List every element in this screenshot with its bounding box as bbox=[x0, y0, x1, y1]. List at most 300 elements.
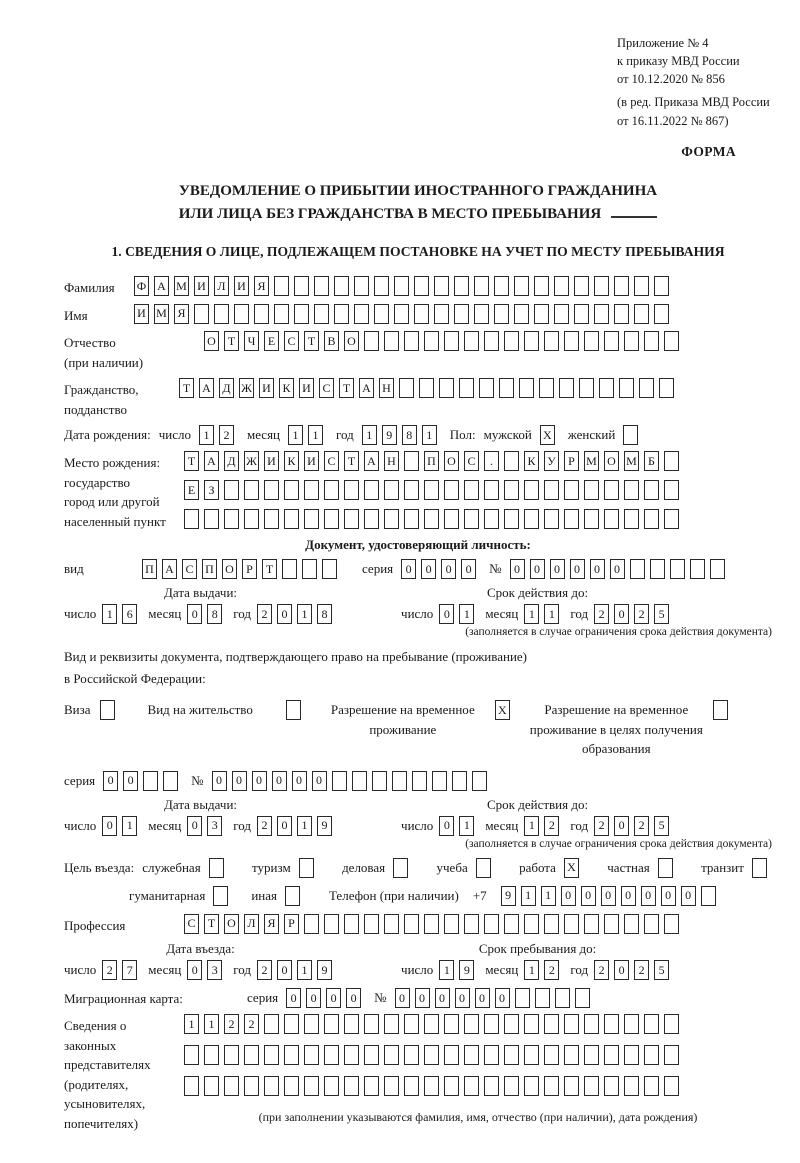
checkbox[interactable] bbox=[209, 858, 224, 878]
char-box[interactable] bbox=[274, 276, 289, 296]
char-box[interactable] bbox=[484, 509, 499, 529]
char-box[interactable]: У bbox=[544, 451, 559, 471]
char-box[interactable] bbox=[284, 509, 299, 529]
char-box[interactable] bbox=[344, 509, 359, 529]
char-box[interactable] bbox=[404, 331, 419, 351]
char-box[interactable]: 0 bbox=[346, 988, 361, 1008]
char-box[interactable] bbox=[274, 304, 289, 324]
char-box[interactable] bbox=[204, 1045, 219, 1065]
char-box[interactable]: 1 bbox=[308, 425, 323, 445]
char-box[interactable]: М bbox=[174, 276, 189, 296]
char-box[interactable] bbox=[494, 304, 509, 324]
char-box[interactable]: 2 bbox=[219, 425, 234, 445]
char-box[interactable] bbox=[424, 914, 439, 934]
char-box[interactable]: И bbox=[264, 451, 279, 471]
char-box[interactable] bbox=[584, 1045, 599, 1065]
char-box[interactable] bbox=[264, 1045, 279, 1065]
char-box[interactable] bbox=[194, 304, 209, 324]
char-box[interactable]: 0 bbox=[326, 988, 341, 1008]
char-box[interactable]: О bbox=[604, 451, 619, 471]
char-box[interactable] bbox=[304, 1045, 319, 1065]
checkbox[interactable] bbox=[285, 886, 300, 906]
char-box[interactable]: 0 bbox=[252, 771, 267, 791]
char-box[interactable]: 9 bbox=[382, 425, 397, 445]
char-box[interactable]: 0 bbox=[581, 886, 596, 906]
char-box[interactable]: Р bbox=[564, 451, 579, 471]
char-box[interactable] bbox=[564, 1076, 579, 1096]
char-box[interactable] bbox=[384, 480, 399, 500]
char-box[interactable] bbox=[574, 276, 589, 296]
char-box[interactable]: И bbox=[304, 451, 319, 471]
char-box[interactable] bbox=[664, 1076, 679, 1096]
char-box[interactable] bbox=[504, 451, 519, 471]
char-box[interactable]: С bbox=[324, 451, 339, 471]
char-box[interactable]: Л bbox=[214, 276, 229, 296]
checkbox[interactable] bbox=[299, 858, 314, 878]
char-box[interactable] bbox=[464, 331, 479, 351]
char-box[interactable]: А bbox=[154, 276, 169, 296]
char-box[interactable]: 0 bbox=[286, 988, 301, 1008]
char-box[interactable] bbox=[234, 304, 249, 324]
char-box[interactable] bbox=[372, 771, 387, 791]
char-box[interactable] bbox=[584, 1076, 599, 1096]
char-box[interactable] bbox=[584, 509, 599, 529]
char-box[interactable]: 0 bbox=[212, 771, 227, 791]
char-box[interactable]: 9 bbox=[501, 886, 516, 906]
char-box[interactable] bbox=[544, 1045, 559, 1065]
char-box[interactable] bbox=[690, 559, 705, 579]
char-box[interactable]: Т bbox=[339, 378, 354, 398]
char-box[interactable] bbox=[604, 914, 619, 934]
char-box[interactable]: 1 bbox=[541, 886, 556, 906]
char-box[interactable]: 0 bbox=[614, 816, 629, 836]
char-box[interactable]: Ф bbox=[134, 276, 149, 296]
char-box[interactable]: 0 bbox=[395, 988, 410, 1008]
char-box[interactable] bbox=[439, 378, 454, 398]
char-box[interactable]: 5 bbox=[654, 604, 669, 624]
char-box[interactable]: 0 bbox=[475, 988, 490, 1008]
char-box[interactable] bbox=[454, 276, 469, 296]
char-box[interactable] bbox=[384, 1014, 399, 1034]
char-box[interactable] bbox=[630, 559, 645, 579]
char-box[interactable] bbox=[534, 304, 549, 324]
char-box[interactable]: Т bbox=[344, 451, 359, 471]
char-box[interactable]: О bbox=[204, 331, 219, 351]
char-box[interactable]: 3 bbox=[207, 960, 222, 980]
char-box[interactable] bbox=[264, 480, 279, 500]
char-box[interactable] bbox=[644, 1014, 659, 1034]
char-box[interactable] bbox=[264, 1076, 279, 1096]
char-box[interactable] bbox=[544, 331, 559, 351]
char-box[interactable] bbox=[322, 559, 337, 579]
char-box[interactable] bbox=[384, 1045, 399, 1065]
char-box[interactable] bbox=[404, 1014, 419, 1034]
checkbox[interactable] bbox=[286, 700, 301, 720]
char-box[interactable] bbox=[344, 1076, 359, 1096]
char-box[interactable]: 0 bbox=[277, 960, 292, 980]
char-box[interactable]: В bbox=[324, 331, 339, 351]
char-box[interactable]: 1 bbox=[204, 1014, 219, 1034]
char-box[interactable] bbox=[644, 914, 659, 934]
char-box[interactable] bbox=[324, 1014, 339, 1034]
char-box[interactable]: П bbox=[202, 559, 217, 579]
char-box[interactable] bbox=[484, 1076, 499, 1096]
char-box[interactable]: 0 bbox=[601, 886, 616, 906]
char-box[interactable] bbox=[584, 331, 599, 351]
char-box[interactable] bbox=[701, 886, 716, 906]
char-box[interactable] bbox=[224, 480, 239, 500]
char-box[interactable] bbox=[554, 304, 569, 324]
char-box[interactable] bbox=[544, 480, 559, 500]
char-box[interactable]: 1 bbox=[297, 816, 312, 836]
char-box[interactable] bbox=[314, 276, 329, 296]
char-box[interactable]: 2 bbox=[594, 816, 609, 836]
char-box[interactable] bbox=[624, 1014, 639, 1034]
char-box[interactable] bbox=[554, 276, 569, 296]
char-box[interactable] bbox=[224, 1045, 239, 1065]
char-box[interactable] bbox=[664, 480, 679, 500]
char-box[interactable] bbox=[644, 1076, 659, 1096]
char-box[interactable] bbox=[364, 914, 379, 934]
char-box[interactable] bbox=[464, 1014, 479, 1034]
char-box[interactable] bbox=[344, 480, 359, 500]
checkbox[interactable] bbox=[713, 700, 728, 720]
char-box[interactable] bbox=[584, 480, 599, 500]
char-box[interactable] bbox=[294, 276, 309, 296]
char-box[interactable]: 6 bbox=[122, 604, 137, 624]
char-box[interactable] bbox=[444, 1014, 459, 1034]
char-box[interactable] bbox=[504, 480, 519, 500]
char-box[interactable] bbox=[614, 304, 629, 324]
char-box[interactable] bbox=[464, 480, 479, 500]
char-box[interactable] bbox=[184, 1045, 199, 1065]
char-box[interactable]: Я bbox=[264, 914, 279, 934]
char-box[interactable] bbox=[454, 304, 469, 324]
char-box[interactable]: С bbox=[319, 378, 334, 398]
char-box[interactable]: 0 bbox=[123, 771, 138, 791]
char-box[interactable] bbox=[654, 276, 669, 296]
char-box[interactable]: Ж bbox=[244, 451, 259, 471]
char-box[interactable] bbox=[604, 480, 619, 500]
char-box[interactable] bbox=[302, 559, 317, 579]
char-box[interactable] bbox=[619, 378, 634, 398]
char-box[interactable]: М bbox=[584, 451, 599, 471]
char-box[interactable]: 1 bbox=[297, 604, 312, 624]
char-box[interactable] bbox=[534, 276, 549, 296]
char-box[interactable] bbox=[404, 509, 419, 529]
char-box[interactable] bbox=[143, 771, 158, 791]
char-box[interactable]: С bbox=[182, 559, 197, 579]
char-box[interactable] bbox=[444, 1076, 459, 1096]
char-box[interactable] bbox=[664, 331, 679, 351]
char-box[interactable]: Б bbox=[644, 451, 659, 471]
char-box[interactable]: А bbox=[162, 559, 177, 579]
char-box[interactable] bbox=[504, 1014, 519, 1034]
char-box[interactable] bbox=[424, 509, 439, 529]
char-box[interactable] bbox=[664, 914, 679, 934]
char-box[interactable] bbox=[464, 509, 479, 529]
char-box[interactable] bbox=[344, 1045, 359, 1065]
char-box[interactable] bbox=[514, 304, 529, 324]
char-box[interactable] bbox=[664, 1014, 679, 1034]
char-box[interactable]: 0 bbox=[550, 559, 565, 579]
char-box[interactable]: Т bbox=[184, 451, 199, 471]
char-box[interactable] bbox=[594, 276, 609, 296]
checkbox[interactable] bbox=[100, 700, 115, 720]
char-box[interactable]: Ч bbox=[244, 331, 259, 351]
checkbox[interactable] bbox=[752, 858, 767, 878]
char-box[interactable] bbox=[484, 914, 499, 934]
char-box[interactable]: 1 bbox=[422, 425, 437, 445]
char-box[interactable] bbox=[412, 771, 427, 791]
char-box[interactable] bbox=[604, 1045, 619, 1065]
char-box[interactable] bbox=[324, 1076, 339, 1096]
char-box[interactable]: 0 bbox=[441, 559, 456, 579]
char-box[interactable] bbox=[710, 559, 725, 579]
char-box[interactable] bbox=[344, 914, 359, 934]
char-box[interactable] bbox=[519, 378, 534, 398]
char-box[interactable] bbox=[264, 509, 279, 529]
char-box[interactable] bbox=[424, 1045, 439, 1065]
char-box[interactable]: Т bbox=[224, 331, 239, 351]
char-box[interactable]: 2 bbox=[102, 960, 117, 980]
char-box[interactable]: 2 bbox=[594, 604, 609, 624]
char-box[interactable] bbox=[414, 276, 429, 296]
char-box[interactable] bbox=[524, 480, 539, 500]
char-box[interactable]: 0 bbox=[530, 559, 545, 579]
char-box[interactable] bbox=[304, 480, 319, 500]
char-box[interactable]: 0 bbox=[461, 559, 476, 579]
char-box[interactable]: 0 bbox=[661, 886, 676, 906]
char-box[interactable] bbox=[484, 1014, 499, 1034]
char-box[interactable] bbox=[624, 914, 639, 934]
char-box[interactable] bbox=[424, 1014, 439, 1034]
char-box[interactable]: О bbox=[444, 451, 459, 471]
char-box[interactable] bbox=[575, 988, 590, 1008]
char-box[interactable] bbox=[555, 988, 570, 1008]
char-box[interactable] bbox=[432, 771, 447, 791]
char-box[interactable] bbox=[244, 1076, 259, 1096]
char-box[interactable]: 2 bbox=[257, 960, 272, 980]
char-box[interactable]: Я bbox=[174, 304, 189, 324]
char-box[interactable] bbox=[524, 914, 539, 934]
char-box[interactable] bbox=[334, 304, 349, 324]
char-box[interactable] bbox=[464, 1045, 479, 1065]
char-box[interactable]: 0 bbox=[187, 816, 202, 836]
char-box[interactable] bbox=[644, 509, 659, 529]
char-box[interactable] bbox=[332, 771, 347, 791]
char-box[interactable] bbox=[535, 988, 550, 1008]
char-box[interactable]: Н bbox=[379, 378, 394, 398]
char-box[interactable] bbox=[524, 331, 539, 351]
char-box[interactable] bbox=[564, 480, 579, 500]
char-box[interactable] bbox=[544, 509, 559, 529]
char-box[interactable] bbox=[284, 480, 299, 500]
char-box[interactable]: 0 bbox=[495, 988, 510, 1008]
char-box[interactable]: 0 bbox=[610, 559, 625, 579]
char-box[interactable] bbox=[364, 480, 379, 500]
char-box[interactable]: А bbox=[364, 451, 379, 471]
char-box[interactable] bbox=[604, 1076, 619, 1096]
char-box[interactable]: 0 bbox=[570, 559, 585, 579]
char-box[interactable] bbox=[184, 1076, 199, 1096]
char-box[interactable] bbox=[352, 771, 367, 791]
char-box[interactable] bbox=[604, 331, 619, 351]
char-box[interactable]: И bbox=[259, 378, 274, 398]
char-box[interactable]: И bbox=[299, 378, 314, 398]
char-box[interactable]: 0 bbox=[277, 604, 292, 624]
char-box[interactable] bbox=[304, 1014, 319, 1034]
char-box[interactable] bbox=[392, 771, 407, 791]
char-box[interactable] bbox=[504, 509, 519, 529]
char-box[interactable] bbox=[284, 1045, 299, 1065]
char-box[interactable]: 0 bbox=[102, 816, 117, 836]
checkbox[interactable] bbox=[623, 425, 638, 445]
char-box[interactable] bbox=[254, 304, 269, 324]
char-box[interactable] bbox=[424, 480, 439, 500]
char-box[interactable]: 3 bbox=[207, 816, 222, 836]
char-box[interactable]: 1 bbox=[439, 960, 454, 980]
char-box[interactable]: 8 bbox=[317, 604, 332, 624]
char-box[interactable] bbox=[504, 331, 519, 351]
char-box[interactable] bbox=[364, 1076, 379, 1096]
char-box[interactable] bbox=[284, 1014, 299, 1034]
char-box[interactable]: 0 bbox=[561, 886, 576, 906]
checkbox[interactable] bbox=[213, 886, 228, 906]
char-box[interactable] bbox=[284, 1076, 299, 1096]
char-box[interactable] bbox=[404, 480, 419, 500]
char-box[interactable] bbox=[624, 1076, 639, 1096]
char-box[interactable]: М bbox=[154, 304, 169, 324]
char-box[interactable] bbox=[659, 378, 674, 398]
char-box[interactable] bbox=[364, 509, 379, 529]
char-box[interactable] bbox=[504, 914, 519, 934]
char-box[interactable] bbox=[644, 331, 659, 351]
char-box[interactable]: 8 bbox=[402, 425, 417, 445]
char-box[interactable]: 0 bbox=[641, 886, 656, 906]
char-box[interactable] bbox=[564, 914, 579, 934]
checkbox[interactable]: X bbox=[495, 700, 510, 720]
char-box[interactable]: 0 bbox=[455, 988, 470, 1008]
char-box[interactable]: А bbox=[199, 378, 214, 398]
char-box[interactable]: К bbox=[284, 451, 299, 471]
char-box[interactable] bbox=[524, 509, 539, 529]
char-box[interactable] bbox=[515, 988, 530, 1008]
char-box[interactable]: 0 bbox=[439, 816, 454, 836]
char-box[interactable] bbox=[304, 914, 319, 934]
char-box[interactable]: 1 bbox=[544, 604, 559, 624]
char-box[interactable]: С bbox=[184, 914, 199, 934]
char-box[interactable]: Д bbox=[224, 451, 239, 471]
char-box[interactable] bbox=[244, 480, 259, 500]
char-box[interactable] bbox=[444, 914, 459, 934]
char-box[interactable]: 9 bbox=[459, 960, 474, 980]
char-box[interactable]: 0 bbox=[621, 886, 636, 906]
char-box[interactable] bbox=[364, 331, 379, 351]
char-box[interactable] bbox=[384, 1076, 399, 1096]
char-box[interactable] bbox=[539, 378, 554, 398]
char-box[interactable]: Т bbox=[262, 559, 277, 579]
char-box[interactable] bbox=[384, 509, 399, 529]
checkbox[interactable] bbox=[658, 858, 673, 878]
char-box[interactable] bbox=[414, 304, 429, 324]
char-box[interactable] bbox=[499, 378, 514, 398]
char-box[interactable]: 2 bbox=[224, 1014, 239, 1034]
char-box[interactable]: 0 bbox=[401, 559, 416, 579]
char-box[interactable] bbox=[354, 276, 369, 296]
char-box[interactable]: 2 bbox=[634, 604, 649, 624]
char-box[interactable]: 0 bbox=[292, 771, 307, 791]
char-box[interactable]: О bbox=[224, 914, 239, 934]
char-box[interactable] bbox=[639, 378, 654, 398]
char-box[interactable]: А bbox=[204, 451, 219, 471]
char-box[interactable] bbox=[214, 304, 229, 324]
checkbox[interactable] bbox=[476, 858, 491, 878]
char-box[interactable]: 2 bbox=[244, 1014, 259, 1034]
char-box[interactable] bbox=[544, 1076, 559, 1096]
char-box[interactable] bbox=[524, 1014, 539, 1034]
char-box[interactable]: 8 bbox=[207, 604, 222, 624]
char-box[interactable] bbox=[604, 509, 619, 529]
char-box[interactable] bbox=[574, 304, 589, 324]
char-box[interactable]: 0 bbox=[312, 771, 327, 791]
char-box[interactable]: 0 bbox=[187, 604, 202, 624]
char-box[interactable] bbox=[434, 276, 449, 296]
char-box[interactable]: 0 bbox=[590, 559, 605, 579]
char-box[interactable]: 0 bbox=[272, 771, 287, 791]
char-box[interactable]: И bbox=[134, 304, 149, 324]
char-box[interactable]: 0 bbox=[681, 886, 696, 906]
char-box[interactable]: 2 bbox=[594, 960, 609, 980]
char-box[interactable] bbox=[484, 1045, 499, 1065]
char-box[interactable] bbox=[504, 1045, 519, 1065]
char-box[interactable] bbox=[624, 480, 639, 500]
char-box[interactable]: 0 bbox=[439, 604, 454, 624]
char-box[interactable]: 1 bbox=[521, 886, 536, 906]
char-box[interactable]: 2 bbox=[544, 816, 559, 836]
char-box[interactable]: 9 bbox=[317, 960, 332, 980]
char-box[interactable] bbox=[394, 304, 409, 324]
char-box[interactable]: З bbox=[204, 480, 219, 500]
char-box[interactable] bbox=[404, 451, 419, 471]
char-box[interactable] bbox=[479, 378, 494, 398]
char-box[interactable]: М bbox=[624, 451, 639, 471]
char-box[interactable]: Н bbox=[384, 451, 399, 471]
char-box[interactable] bbox=[584, 1014, 599, 1034]
char-box[interactable] bbox=[650, 559, 665, 579]
char-box[interactable]: 0 bbox=[232, 771, 247, 791]
char-box[interactable] bbox=[224, 1076, 239, 1096]
char-box[interactable] bbox=[664, 451, 679, 471]
char-box[interactable] bbox=[464, 1076, 479, 1096]
char-box[interactable]: 1 bbox=[459, 604, 474, 624]
char-box[interactable] bbox=[384, 914, 399, 934]
char-box[interactable]: И bbox=[194, 276, 209, 296]
char-box[interactable] bbox=[374, 276, 389, 296]
char-box[interactable] bbox=[354, 304, 369, 324]
char-box[interactable] bbox=[324, 480, 339, 500]
char-box[interactable] bbox=[524, 1076, 539, 1096]
char-box[interactable]: Т bbox=[304, 331, 319, 351]
char-box[interactable] bbox=[444, 480, 459, 500]
char-box[interactable]: 1 bbox=[199, 425, 214, 445]
char-box[interactable] bbox=[564, 509, 579, 529]
checkbox[interactable]: X bbox=[564, 858, 579, 878]
char-box[interactable]: 1 bbox=[288, 425, 303, 445]
char-box[interactable] bbox=[364, 1045, 379, 1065]
char-box[interactable]: С bbox=[284, 331, 299, 351]
char-box[interactable]: 0 bbox=[510, 559, 525, 579]
